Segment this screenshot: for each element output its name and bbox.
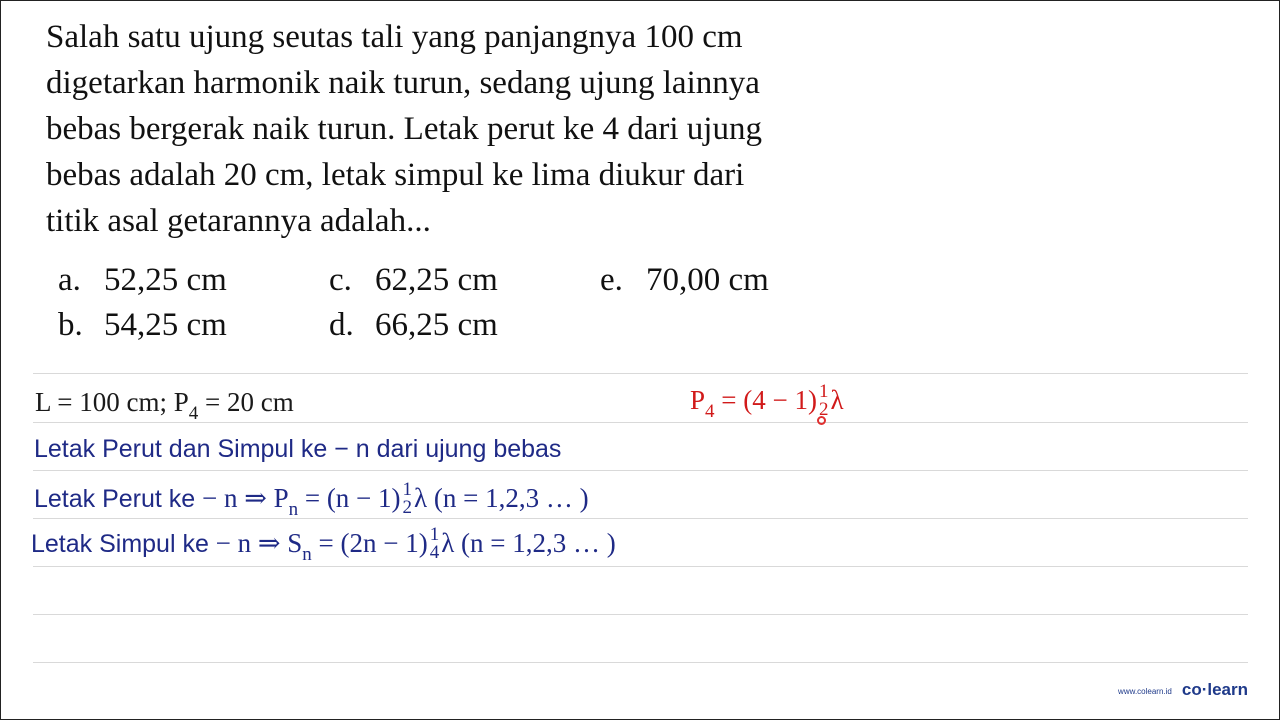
notebook-rule xyxy=(33,373,1248,374)
option-letter: c. xyxy=(329,262,352,298)
formula-text: = (2n − 1) xyxy=(311,528,428,558)
subscript: n xyxy=(302,544,312,565)
formula-text: − n ⇒ P xyxy=(195,483,289,513)
option-b xyxy=(58,305,227,345)
option-text: 52,25 cm xyxy=(104,262,227,298)
option-d xyxy=(329,305,498,345)
heading-note: Letak Perut dan Simpul ke − n dari ujung bebas xyxy=(34,435,562,463)
given-text: L = 100 cm; P xyxy=(35,387,189,417)
question-text xyxy=(46,14,846,244)
option-letter: d. xyxy=(329,307,354,343)
question-line: titik asal getarannya adalah... xyxy=(46,203,431,239)
option-c xyxy=(329,260,498,300)
brand-logo: co·learn xyxy=(1181,680,1248,699)
question-line: digetarkan harmonik naik turun, sedang ujung lainnya xyxy=(46,65,760,101)
notebook-rule xyxy=(33,614,1248,615)
option-letter: b. xyxy=(58,307,83,343)
subscript: 4 xyxy=(188,403,199,424)
option-letter: a. xyxy=(58,262,81,298)
fraction xyxy=(402,478,413,518)
option-e xyxy=(600,260,769,300)
numerator: 1 xyxy=(402,478,413,500)
numerator: 1 xyxy=(818,380,829,402)
denominator: 2 xyxy=(818,398,829,420)
formula-label: Letak Perut ke xyxy=(34,485,196,513)
fraction xyxy=(818,380,829,420)
brand-url: www.colearn.id xyxy=(1118,687,1172,696)
pointer-dot xyxy=(817,416,826,425)
fraction xyxy=(429,523,440,563)
formula-text: − n ⇒ S xyxy=(208,528,303,558)
option-text: 70,00 cm xyxy=(646,262,769,298)
simpul-formula xyxy=(31,523,616,565)
notebook-rule xyxy=(33,470,1248,471)
formula-text: = (4 − 1) xyxy=(714,385,817,415)
question-line: Salah satu ujung seutas tali yang panjangnya 100 cm xyxy=(46,19,743,55)
question-line: bebas bergerak naik turun. Letak perut ke 4 dari ujung xyxy=(46,111,762,147)
formula-label: Letak Simpul ke xyxy=(31,530,209,558)
option-letter: e. xyxy=(600,262,623,298)
option-text: 66,25 cm xyxy=(375,307,498,343)
option-text: 54,25 cm xyxy=(104,307,227,343)
formula-text: λ (n = 1,2,3 … ) xyxy=(441,528,616,558)
perut-formula xyxy=(34,478,589,520)
given-values xyxy=(35,385,294,423)
notebook-rule xyxy=(33,662,1248,663)
subscript: n xyxy=(288,499,299,520)
notebook-rule xyxy=(33,566,1248,567)
denominator: 2 xyxy=(402,496,413,518)
option-text: 62,25 cm xyxy=(375,262,498,298)
formula-text: = (n − 1) xyxy=(298,483,401,513)
formula-text: P xyxy=(690,385,706,415)
lambda-symbol: λ xyxy=(830,385,844,415)
numerator: 1 xyxy=(429,523,440,545)
subscript: 4 xyxy=(705,401,715,422)
denominator: 4 xyxy=(429,541,440,563)
brand-footer xyxy=(1118,680,1248,700)
formula-text: λ (n = 1,2,3 … ) xyxy=(414,483,589,513)
question-line: bebas adalah 20 cm, letak simpul ke lima diukur dari xyxy=(46,157,745,193)
option-a xyxy=(58,260,227,300)
given-text: = 20 cm xyxy=(198,387,294,417)
